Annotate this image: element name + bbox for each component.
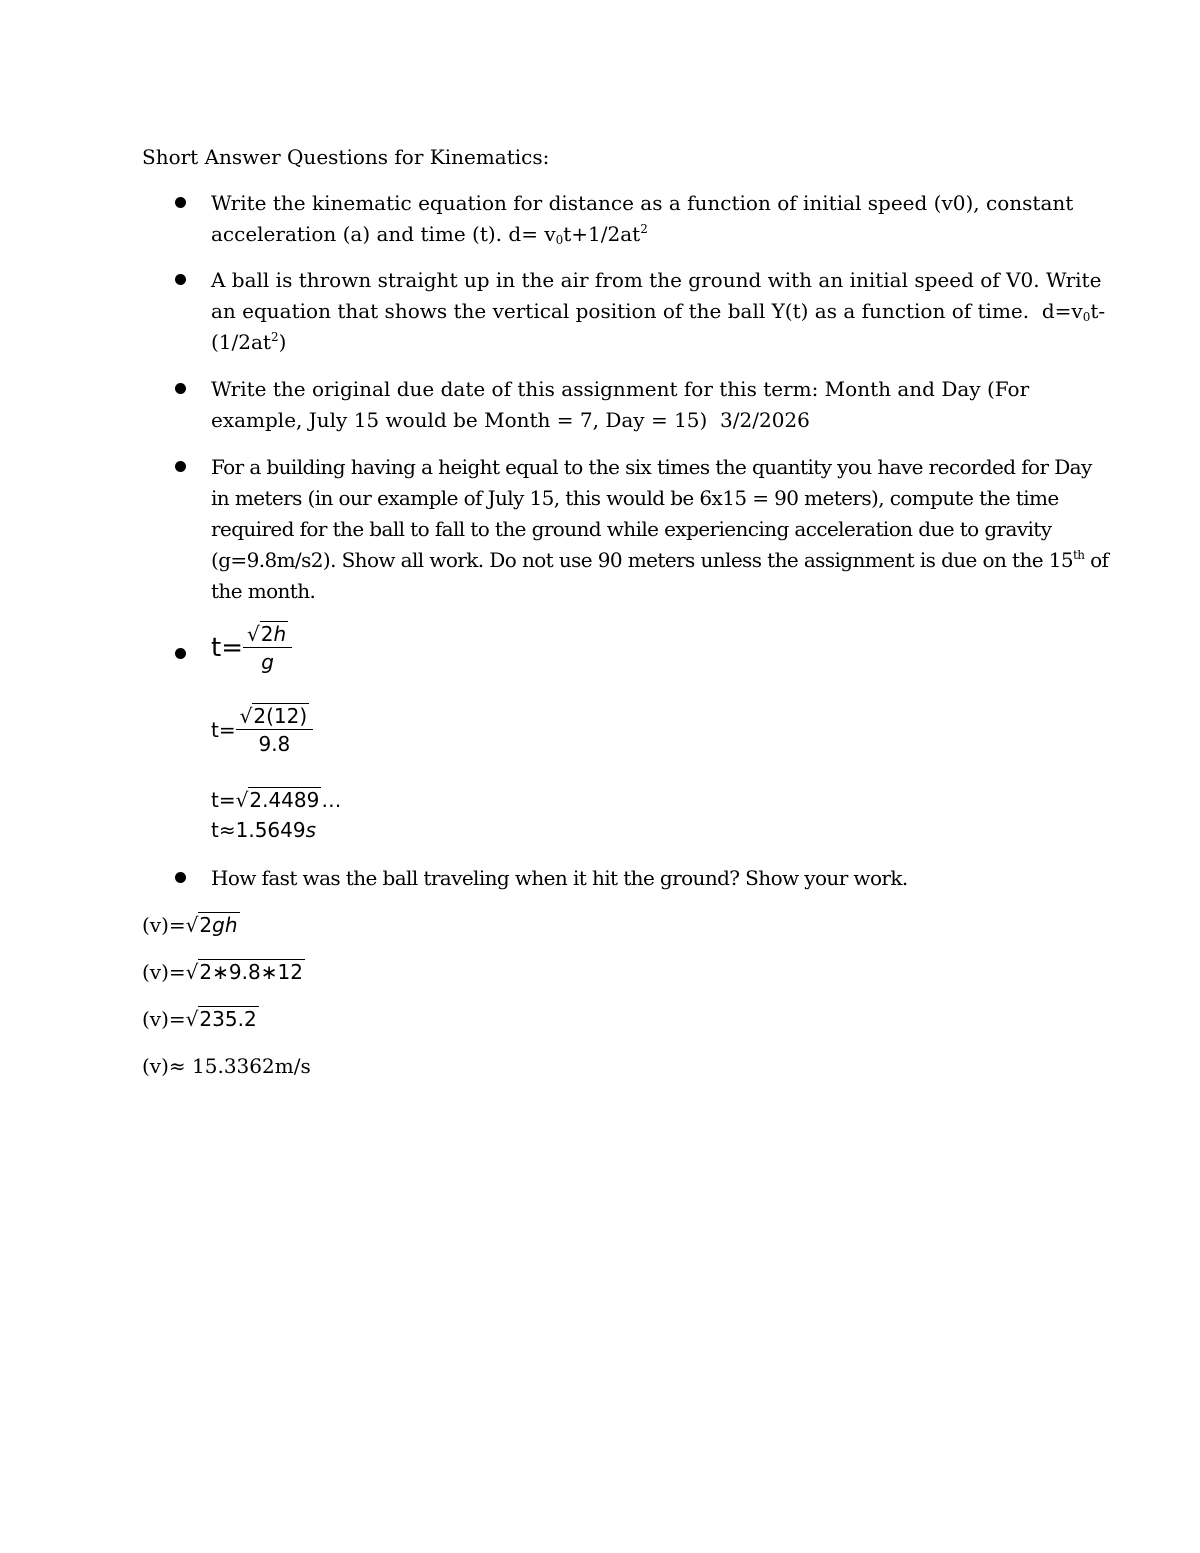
question-2-text: A ball is thrown straight up in the air from the ground with an initial speed of V0. Write an equation that shows the vertical position of the ball Y(t) as a function of time. — [211, 268, 1102, 323]
time-step-3: t=√2.4489 … — [211, 788, 342, 812]
question-4 — [211, 452, 1111, 607]
velocity-step-2: (v)=√2∗9.8∗12 — [142, 960, 303, 984]
question-4-text: For a building having a height equal to the six times the quantity you have recorded for Day in meters (in our example of July 15, this would be 6x15 = 90 meters), compute the time required for the ball to fall to the ground while experiencing acceleration due to gravity (g=9.8m/s2). Show all work. Do not use 90 meters unless the assignment is due on the 15th of the month. — [211, 455, 1109, 603]
question-1-text: Write the kinematic equation for distance as a function of initial speed (v0), constant acceleration (a) and time (t). — [211, 191, 1074, 246]
bullet-5 — [175, 648, 186, 659]
question-1 — [211, 188, 1111, 250]
bullet-4 — [175, 461, 186, 472]
time-formula-fraction: $\frac{√2h}{g}$ — [243, 622, 292, 674]
time-substitution-lhs: t= — [211, 718, 236, 742]
time-substitution — [211, 704, 313, 756]
question-2-answer: $d=v_0t-(1/2at^2)$ — [211, 299, 1106, 354]
time-formula-lhs: t= — [211, 633, 243, 663]
question-3-answer: 3/2/2026 — [720, 408, 810, 432]
bullet-1 — [175, 197, 186, 208]
bullet-2 — [175, 274, 186, 285]
time-result: t≈1.5649s — [211, 818, 317, 842]
time-formula — [211, 622, 292, 674]
bullet-6 — [175, 872, 186, 883]
document-title: Short Answer Questions for Kinematics: — [142, 145, 550, 169]
question-3-text: Write the original due date of this assignment for this term: Month and Day (For example, July 15 would be Month = 7, Day = 15) — [211, 377, 1030, 432]
question-3 — [211, 374, 1111, 436]
question-1-answer: $d= v_0t+1/2at^2$ — [508, 222, 648, 247]
velocity-result: (v)≈ 15.3362m/s — [142, 1054, 311, 1078]
velocity-step-1: (v)=√2gh — [142, 913, 238, 937]
question-2 — [211, 265, 1111, 358]
velocity-step-3: (v)=√235.2 — [142, 1007, 257, 1031]
time-substitution-fraction: $\frac{√2(12)}{9.8}$ — [236, 704, 314, 756]
question-5 — [211, 863, 1111, 894]
bullet-3 — [175, 383, 186, 394]
question-5-text: How fast was the ball traveling when it hit the ground? Show your work. — [211, 866, 908, 890]
